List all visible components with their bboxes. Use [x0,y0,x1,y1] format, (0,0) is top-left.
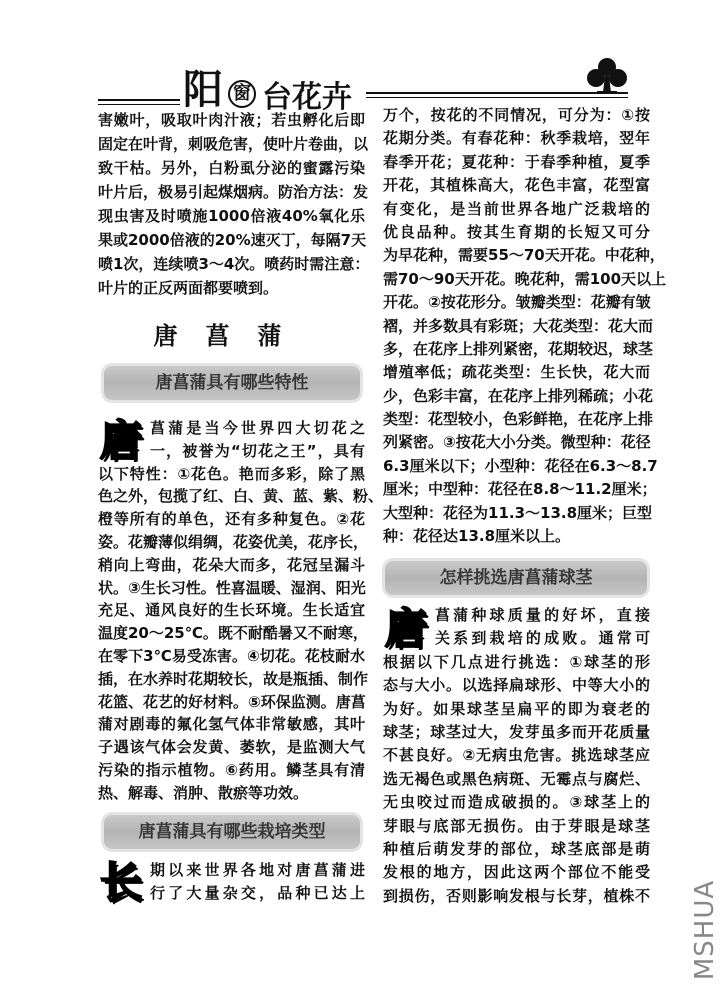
section-heading: 怎样挑选唐菖蒲球茎 [385,561,647,595]
drop-cap: 长 [100,858,143,907]
text-line: 根据以下几点进行挑选：①球茎的形 [383,652,650,671]
text-line: 菖蒲种球质量的好坏，直接 [435,606,650,624]
text-line: 橙等所有的单色，还有多种复色。②花 [98,510,365,529]
text-line: 少，色彩丰富，在花序上排列稀疏；小花 [383,386,654,405]
header-title-big: 阳 [183,67,221,113]
text-line: 稍向上弯曲，花朵大而多，花冠呈漏斗 [98,555,365,574]
text-line: 到损伤，否则影响发根与长芽，植株不 [383,886,650,905]
text-line: 不甚良好。②无病虫危害。挑选球茎应 [383,746,650,765]
text-line: 现虫害及时喷施1000倍液40%氧化乐 [98,207,365,225]
text-line: 行了大量杂交，品种已达上 [150,884,365,902]
text-line: 褶，并多数具有彩斑；大花类型：花大而 [383,316,654,335]
text-line: 固定在叶背，刺吸危害，使叶片卷曲，以 [98,135,369,153]
text-line: 温度20～25℃。既不耐酷暑又不耐寒， [98,624,368,643]
section-body-continued [383,104,667,548]
text-line: 热、解毒、消肿、散瘀等功效。 [98,783,309,802]
text-line: 春季开花；夏花种：于春季种植，夏季 [383,152,650,171]
text-line: 期以来世界各地对唐菖蒲进 [150,861,365,879]
text-line: 列紧密。③按花大小分类。微型种：花径 [383,433,651,452]
header-rule-left-thin [98,104,180,105]
text-line: 子遇该气体会发黄、萎软，是监测大气 [98,738,365,757]
section-body [98,859,365,905]
section-body [98,417,384,805]
text-line: 种：花径达13.8厘米以上。 [383,527,571,546]
text-line: 类型：花型较小，色彩鲜艳，在花序上排 [383,410,654,429]
text-line: 选无褐色或黑色病斑、无霉点与腐烂、 [383,769,650,788]
text-line: 姿。花瓣薄似绢绸，花姿优美，花序长， [98,532,369,551]
text-line: 有变化，是当前世界各地广泛栽培的 [383,199,650,218]
header-title: 台花卉 [262,80,352,115]
section-heading: 唐菖蒲具有哪些特性 [104,366,360,400]
header-rule-left [98,99,180,101]
text-line: 害嫩叶，吸取叶肉汁液；若虫孵化后即 [98,111,365,129]
text-line: 优良品种。按其生育期的长短又可分 [383,222,650,241]
text-line: 花篮、花艺的好材料。⑤环保监测。唐菖 [98,692,366,711]
text-line: 为好。如果球茎呈扁平的即为衰老的 [383,699,650,718]
text-line: 开花，其植株高大，花色丰富，花型富 [383,176,650,195]
text-line: 花期分类。有春花种：秋季栽培，翌年 [383,129,650,148]
article-title: 唐菖蒲 [153,322,310,350]
text-line: 关系到栽培的成败。通常可 [435,629,650,648]
text-line: 叶片的正反两面都要喷到。 [98,279,279,297]
text-line: 无虫咬过而造成破损的。③球茎上的 [383,793,650,812]
text-line: 致干枯。另外，白粉虱分泌的蜜露污染 [98,159,365,177]
text-line: 芽眼与底部无损伤。由于芽眼是球茎 [383,816,650,835]
text-line: 菖蒲是当今世界四大切花之 [150,419,365,437]
drop-cap: 唐 [385,604,428,653]
text-line: 充足、通风良好的生长环境。生长适宜 [98,601,365,620]
text-line: 果或2000倍液的20%速灭丁，每隔7天 [98,231,367,249]
text-line: 一，被誉为“切花之王”，具有 [150,441,365,460]
text-line: 需70～90天开花。晚花种，需100天以上 [383,269,667,288]
text-line: 喷1次，连续喷3～4次。喷药时需注意： [98,255,370,273]
text-line: 污染的指示植物。⑥药用。鳞茎具有清 [98,760,365,779]
text-line: 态与大小。以选择扁球形、中等大小的 [383,676,650,695]
text-line: 大型种：花径为11.3～13.8厘米；巨型 [383,503,653,522]
text-line: 叶片后，极易引起煤烟病。防治方法：发 [98,183,369,201]
text-line: 蒲对剧毒的氟化氢气体非常敏感，其叶 [98,715,365,734]
section-heading: 唐菖蒲具有哪些栽培类型 [104,815,360,849]
text-line: 插，在水养时花期较长，故是瓶插、制作 [98,669,369,688]
club-icon [582,56,632,98]
text-line: 种植后萌发芽的部位，球茎底部是萌 [383,839,650,858]
window-icon: 窗 [228,80,256,108]
text-line: 状。③生长习性。性喜温暖、湿润、阳光 [98,578,366,597]
text-line: 色之外，包揽了红、白、黄、蓝、紫、粉、 [98,487,384,506]
text-line: 厘米；中型种：花径在8.8～11.2厘米； [383,480,657,499]
intro-paragraph [98,108,370,300]
text-line: 在零下3℃易受冻害。④切花。花枝耐水 [98,646,365,665]
text-line: 发根的地方，因此这两个部位不能受 [383,863,650,882]
text-line: 6.3厘米以下；小型种：花径在6.3～8.7 [383,456,658,475]
text-line: 万个，按花的不同情况，可分为：①按 [383,106,650,124]
watermark: MSHUA [690,879,720,981]
text-line: 以下特性：①花色。艳而多彩，除了黑 [98,464,365,483]
text-line: 增殖率低；疏花类型：生长快，花大而 [383,363,650,382]
section-body [383,604,650,908]
text-line: 球茎；球茎过大，发芽虽多而开花质量 [383,722,650,741]
text-line: 开花。②按花形分。皱瓣类型：花瓣有皱 [383,293,651,312]
text-line: 多，在花序上排列紧密，花期较迟，球茎 [383,339,654,358]
text-line: 为早花种，需要55～70天开花。中花种， [383,246,665,265]
drop-cap: 唐 [100,416,143,465]
